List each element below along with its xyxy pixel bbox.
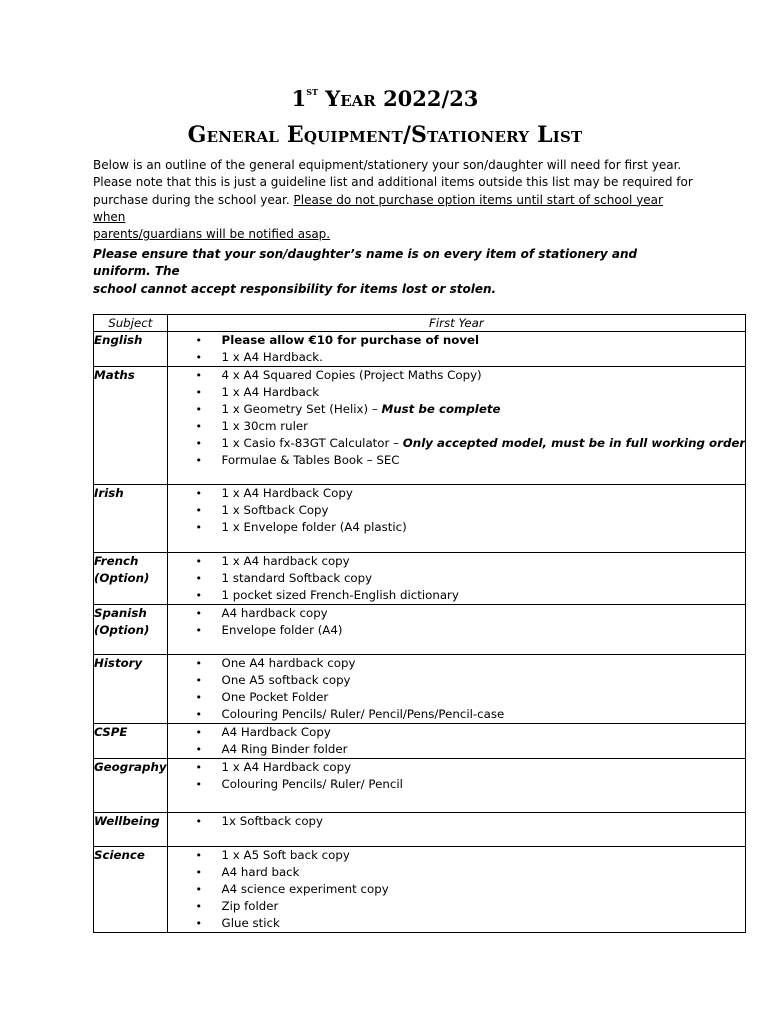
item-text: Glue stick [221, 916, 280, 930]
list-item [168, 553, 746, 570]
table-row [94, 847, 746, 933]
item-text: A4 hard back [221, 865, 300, 879]
item-text: Envelope folder (A4) [221, 623, 343, 637]
item-text: 1 x Softback Copy [221, 503, 329, 517]
item-text: 1 x Casio fx-83GT Calculator – [221, 436, 403, 450]
column-header-first-year: First Year [167, 315, 746, 332]
table-header-row [94, 315, 746, 332]
item-text: A4 Hardback Copy [221, 725, 331, 739]
item-text: 1 x 30cm ruler [221, 419, 308, 433]
bullet-icon: • [195, 708, 203, 721]
items-cell [167, 553, 746, 605]
bullet-icon: • [195, 624, 203, 637]
subject-note: (Option) [94, 571, 150, 585]
items-cell [167, 655, 746, 724]
bullet-icon: • [195, 743, 203, 756]
list-item [168, 776, 746, 793]
item-text: Please allow €10 for purchase of novel [221, 333, 480, 347]
subject-cell [94, 367, 168, 485]
bullet-icon: • [195, 334, 203, 347]
item-list [168, 655, 746, 723]
item-list [168, 847, 746, 932]
intro-line-2: Please note that this is just a guideline list and additional items outside this list may be required for [93, 175, 693, 190]
table-row [94, 813, 746, 847]
table-row [94, 485, 746, 553]
intro-line-4-underlined: parents/guardians will be notified asap. [93, 227, 331, 242]
item-text: 1x Softback copy [221, 814, 324, 828]
table-row [94, 553, 746, 605]
page-title [0, 86, 770, 111]
list-item [168, 519, 746, 536]
intro-line-3-plain: purchase during the school year. [93, 192, 294, 207]
bullet-icon: • [195, 555, 203, 568]
subject-name: Wellbeing [94, 814, 160, 828]
intro-line-3-underlined: Please do not purchase option items until start of school year when [93, 192, 663, 224]
subject-cell [94, 605, 168, 655]
item-list [168, 813, 746, 830]
page-subtitle: General Equipment/Stationery List [187, 122, 583, 148]
responsibility-notice [93, 246, 693, 298]
list-item [168, 759, 746, 776]
list-item [168, 813, 746, 830]
list-item [168, 706, 746, 723]
bullet-icon: • [195, 437, 203, 450]
title-superscript: st [306, 84, 318, 98]
bullet-icon: • [195, 849, 203, 862]
item-text: A4 science experiment copy [221, 882, 389, 896]
item-text: 1 x A4 Hardback copy [221, 760, 352, 774]
item-text: Zip folder [221, 899, 279, 913]
subject-name: Geography [94, 760, 167, 774]
items-cell [167, 332, 746, 367]
table-row [94, 332, 746, 367]
item-list [168, 605, 746, 639]
intro-line-1: Below is an outline of the general equipment/stationery your son/daughter will need for first year. [93, 158, 682, 172]
list-item [168, 864, 746, 881]
items-cell [167, 605, 746, 655]
item-text: One A5 softback copy [221, 673, 351, 687]
bullet-icon: • [195, 691, 203, 704]
bullet-icon: • [195, 778, 203, 791]
subject-name: Maths [94, 368, 135, 382]
item-list [168, 367, 746, 469]
list-item [168, 332, 746, 349]
item-text: 1 x A4 Hardback. [221, 350, 323, 364]
subject-name: CSPE [94, 725, 128, 739]
item-text: 1 pocket sized French-English dictionary [221, 588, 459, 602]
bullet-icon: • [195, 761, 203, 774]
item-list [168, 485, 746, 536]
item-text: 1 x A4 Hardback [221, 385, 320, 399]
list-item [168, 502, 746, 519]
subject-name: French [94, 554, 139, 568]
table-row [94, 655, 746, 724]
items-cell [167, 485, 746, 553]
subject-name: Irish [94, 486, 124, 500]
list-item [168, 452, 746, 469]
notice-line-2: school cannot accept responsibility for items lost or stolen. [93, 281, 497, 296]
item-list [168, 759, 746, 793]
subject-name: English [94, 333, 143, 347]
bullet-icon: • [195, 589, 203, 602]
bullet-icon: • [195, 883, 203, 896]
item-text: One A4 hardback copy [221, 656, 356, 670]
bullet-icon: • [195, 487, 203, 500]
bullet-icon: • [195, 420, 203, 433]
bullet-icon: • [195, 674, 203, 687]
table-row [94, 605, 746, 655]
table-row [94, 759, 746, 813]
list-item [168, 881, 746, 898]
bullet-icon: • [195, 917, 203, 930]
intro-line-3 [93, 192, 693, 227]
item-list [168, 724, 746, 758]
list-item [168, 485, 746, 502]
subject-name: History [94, 656, 143, 670]
bullet-icon: • [195, 657, 203, 670]
item-text: 1 x Envelope folder (A4 plastic) [221, 520, 407, 534]
subject-cell [94, 847, 168, 933]
item-text: 1 x A4 hardback copy [221, 554, 350, 568]
subject-cell [94, 485, 168, 553]
list-item [168, 724, 746, 741]
bullet-icon: • [195, 504, 203, 517]
list-item [168, 741, 746, 758]
items-cell [167, 367, 746, 485]
intro-line-4 [93, 226, 693, 243]
items-cell [167, 847, 746, 933]
bullet-icon: • [195, 900, 203, 913]
list-item [168, 418, 746, 435]
bullet-icon: • [195, 815, 203, 828]
list-item [168, 587, 746, 604]
item-text: 1 x A4 Hardback Copy [221, 486, 353, 500]
title-rest: Year 2022/23 [317, 86, 479, 111]
item-emphasis: Only accepted model, must be in full working order [402, 436, 746, 450]
table-row [94, 367, 746, 485]
subject-cell [94, 813, 168, 847]
notice-line-1: Please ensure that your son/daughter’s name is on every item of stationery and uniform. The [93, 247, 638, 279]
item-list [168, 553, 746, 604]
list-item [168, 367, 746, 384]
items-cell [167, 813, 746, 847]
bullet-icon: • [195, 521, 203, 534]
list-item [168, 435, 746, 452]
list-item [168, 847, 746, 864]
bullet-icon: • [195, 572, 203, 585]
column-header-subject: Subject [94, 315, 168, 332]
list-item [168, 349, 746, 366]
bullet-icon: • [195, 726, 203, 739]
list-item [168, 672, 746, 689]
list-item [168, 605, 746, 622]
items-cell [167, 759, 746, 813]
subject-note: (Option) [94, 623, 150, 637]
bullet-icon: • [195, 369, 203, 382]
list-item [168, 401, 746, 418]
item-emphasis: Must be complete [381, 402, 501, 416]
item-text: A4 Ring Binder folder [221, 742, 348, 756]
subject-cell [94, 553, 168, 605]
table-body [94, 332, 746, 933]
item-text: 4 x A4 Squared Copies (Project Maths Copy) [221, 368, 482, 382]
bullet-icon: • [195, 386, 203, 399]
title-prefix: 1 [291, 86, 307, 111]
list-item [168, 898, 746, 915]
item-text: A4 hardback copy [221, 606, 328, 620]
list-item [168, 384, 746, 401]
list-item [168, 570, 746, 587]
subject-cell [94, 332, 168, 367]
list-item [168, 622, 746, 639]
bullet-icon: • [195, 607, 203, 620]
table-row [94, 724, 746, 759]
subject-cell [94, 759, 168, 813]
list-item [168, 915, 746, 932]
item-text: Formulae & Tables Book – SEC [221, 453, 400, 467]
item-text: One Pocket Folder [221, 690, 329, 704]
equipment-table [93, 314, 746, 933]
items-cell [167, 724, 746, 759]
item-text: 1 x A5 Soft back copy [221, 848, 350, 862]
list-item [168, 655, 746, 672]
bullet-icon: • [195, 403, 203, 416]
subject-cell [94, 724, 168, 759]
subject-name: Science [94, 848, 145, 862]
subject-name: Spanish [94, 606, 147, 620]
bullet-icon: • [195, 351, 203, 364]
item-text: Colouring Pencils/ Ruler/ Pencil/Pens/Pencil-case [221, 707, 505, 721]
item-text: 1 standard Softback copy [221, 571, 373, 585]
subject-cell [94, 655, 168, 724]
item-list [168, 332, 746, 366]
bullet-icon: • [195, 454, 203, 467]
list-item [168, 689, 746, 706]
intro-paragraph [93, 157, 693, 243]
bullet-icon: • [195, 866, 203, 879]
item-text: 1 x Geometry Set (Helix) – [221, 402, 382, 416]
item-text: Colouring Pencils/ Ruler/ Pencil [221, 777, 403, 791]
